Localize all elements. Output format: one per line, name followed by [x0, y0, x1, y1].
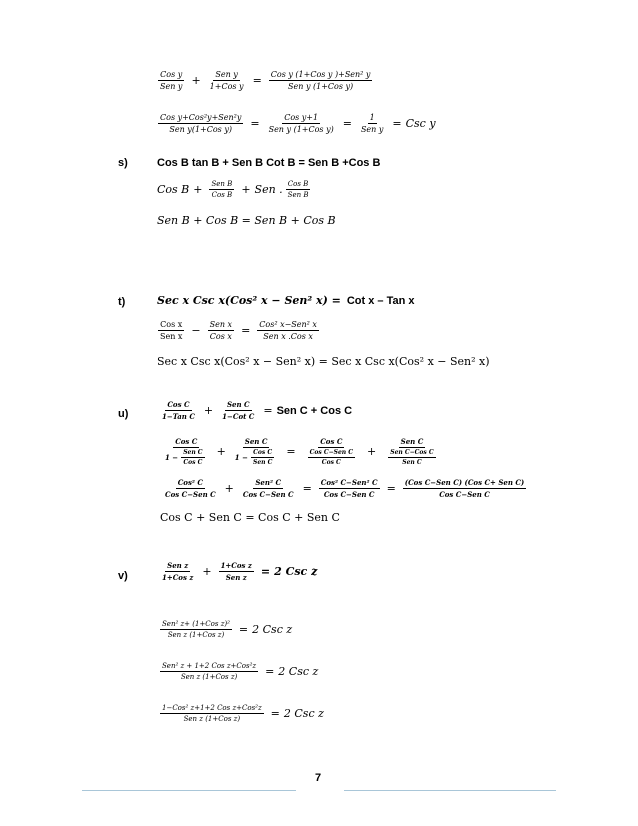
t-equation-line-2: Sec x Csc x(Cos² x − Sen² x) = Sec x Csc x(Cos² x − Sen² x) [157, 355, 490, 368]
fraction: $\frac{\text{Cos y (1+Cos y )+Sen² y}}{\text{Sen y (1+Cos y)}}$ [270, 70, 371, 91]
fraction: $\frac{\text{Cos y+Cos²y+Sen²y}}{\text{Sen y(1+Cos y)}}$ [160, 113, 242, 134]
compound-fraction: $\frac{\text{Sen C}}{\frac{\text{Sen C−Cos C}}{\text{Sen C}}}$ [390, 437, 434, 466]
fraction: $\frac{\text{Sen x}}{\text{Cos x}}$ [209, 320, 233, 341]
item-label-t: t) [118, 296, 126, 308]
s-equation-line-1: Cos B + $\frac{\text{Sen B}}{\text{Cos B}}$ + Sen . $\frac{\text{Cos B}}{\text{Sen B}}$ [157, 180, 309, 199]
fraction: $\frac{\text{Cos² x−Sen² x}}{\text{Sen x .Cos x}}$ [259, 320, 317, 341]
fraction: $\frac{\text{1+Cos z}}{\text{Sen z}}$ [220, 561, 252, 582]
compound-fraction: Sen C 1 − $\frac{\text{Cos C}}{\text{Sen C}}$ [234, 437, 273, 466]
fraction: $\frac{\text{Sen² z + 1+2 Cos z+Cos²z}}{\text{Sen z (1+Cos z)}}$ [162, 662, 257, 681]
fraction: $\frac{\text{Sen² C}}{\text{Cos C−Sen C}}$ [242, 478, 294, 499]
fraction: $\frac{\text{Sen y}}{\text{1+Cos y}}$ [209, 70, 244, 91]
fraction: $\frac{1}{\text{Sen y}}$ [360, 113, 384, 134]
compound-fraction: $\frac{\text{Cos C}}{\frac{\text{Cos C−Sen C}}{\text{Cos C}}}$ [309, 437, 354, 466]
item-label-v: v) [118, 570, 128, 582]
item-heading-v: $\frac{\text{Sen z}}{\text{1+Cos z}}$ + $\frac{\text{1+Cos z}}{\text{Sen z}}$ = 2 Csc z [162, 561, 318, 582]
t-equation-line-1: $\frac{\text{Cos x}}{\text{Sen x}}$ − $\frac{\text{Sen x}}{\text{Cos x}}$ = $\frac{\text{Cos² x−Sen² x}}{\text{Sen x .Cos x}}$ [160, 320, 317, 341]
item-label-s: s) [118, 157, 128, 169]
fraction: $\frac{\text{Sen z}}{\text{1+Cos z}}$ [162, 561, 194, 582]
u-equation-line-1: Cos C 1 − $\frac{\text{Sen C}}{\text{Cos C}}$ + Sen C 1 − $\frac{\text{Cos C}}{\text{Sen C}}$ = $\frac{\text{Cos C}}{\frac{\text{Cos C−Sen C}}{\text{Cos C}}}$ + $\frac{\text{Sen C}}{\frac{\text{Sen C−Cos C}}{\text{Sen C}}}$ [160, 437, 444, 466]
v-equation-line-3: $\frac{\text{1−Cos² z+1+2 Cos z+Cos²z}}{\text{Sen z (1+Cos z)}}$ = 2 Csc z [162, 704, 324, 723]
fraction: $\frac{\text{Cos C}}{\text{1−Tan C}}$ [162, 400, 195, 421]
fraction: $\frac{\text{Cos² C−Sen² C}}{\text{Cos C−Sen C}}$ [320, 478, 378, 499]
fraction: $\frac{\text{Sen B}}{\text{Cos B}}$ [211, 180, 233, 199]
fraction: $\frac{\text{Cos y}}{\text{Sen y}}$ [160, 70, 183, 91]
v-equation-line-1: $\frac{\text{Sen² z+ (1+Cos z)²}}{\text{Sen z (1+Cos z)}}$ = 2 Csc z [162, 620, 293, 639]
footer-rule-left [82, 790, 296, 791]
page-number: 7 [315, 772, 322, 784]
fraction: $\frac{\text{Cos² C}}{\text{Cos C−Sen C}}$ [165, 478, 216, 499]
u-equation-line-3: Cos C + Sen C = Cos C + Sen C [160, 511, 340, 524]
s-equation-line-2: Sen B + Cos B = Sen B + Cos B [157, 214, 336, 227]
r-equation-line-1: $\frac{\text{Cos y}}{\text{Sen y}}$ + $\frac{\text{Sen y}}{\text{1+Cos y}}$ = $\frac{\text{Cos y (1+Cos y )+Sen² y}}{\text{Sen y (1+Cos y)}}$ [160, 70, 371, 91]
fraction: $\frac{\text{Sen C}}{\text{1−Cot C}}$ [222, 400, 255, 421]
item-heading-t: Sec x Csc x(Cos² x − Sen² x) = Cot x – Tan x [157, 294, 415, 307]
footer-rule-right [344, 790, 556, 791]
v-equation-line-2: $\frac{\text{Sen² z + 1+2 Cos z+Cos²z}}{\text{Sen z (1+Cos z)}}$ = 2 Csc z [162, 662, 319, 681]
item-heading-s: Cos B tan B + Sen B Cot B = Sen B +Cos B [157, 157, 381, 169]
fraction: $\frac{\text{Cos y+1}}{\text{Sen y (1+Cos y)}}$ [268, 113, 334, 134]
fraction: $\frac{\text{Sen² z+ (1+Cos z)²}}{\text{Sen z (1+Cos z)}}$ [162, 620, 230, 639]
r-equation-line-2: $\frac{\text{Cos y+Cos²y+Sen²y}}{\text{Sen y(1+Cos y)}}$ = $\frac{\text{Cos y+1}}{\text{Sen y (1+Cos y)}}$ = $\frac{1}{\text{Sen y}}$ = Csc y [160, 113, 436, 134]
fraction: $\frac{\text{(Cos C−Sen C) (Cos C+ Sen C)}}{\text{Cos C−Sen C}}$ [404, 478, 525, 499]
compound-fraction: Cos C 1 − $\frac{\text{Sen C}}{\text{Cos C}}$ [165, 437, 203, 466]
fraction: $\frac{\text{Cos B}}{\text{Sen B}}$ [287, 180, 309, 199]
item-heading-u: $\frac{\text{Cos C}}{\text{1−Tan C}}$ + $\frac{\text{Sen C}}{\text{1−Cot C}}$ = Sen C + Cos C [162, 400, 353, 421]
item-label-u: u) [118, 408, 129, 420]
fraction: $\frac{\text{1−Cos² z+1+2 Cos z+Cos²z}}{\text{Sen z (1+Cos z)}}$ [162, 704, 262, 723]
fraction: $\frac{\text{Cos x}}{\text{Sen x}}$ [160, 320, 183, 341]
u-equation-line-2: $\frac{\text{Cos² C}}{\text{Cos C−Sen C}}$ + $\frac{\text{Sen² C}}{\text{Cos C−Sen C}}$ = $\frac{\text{Cos² C−Sen² C}}{\text{Cos C−Sen C}}$ = $\frac{\text{(Cos C−Sen C) (Cos C+ Sen C)}}{\text{Cos C−Sen C}}$ [165, 478, 525, 499]
